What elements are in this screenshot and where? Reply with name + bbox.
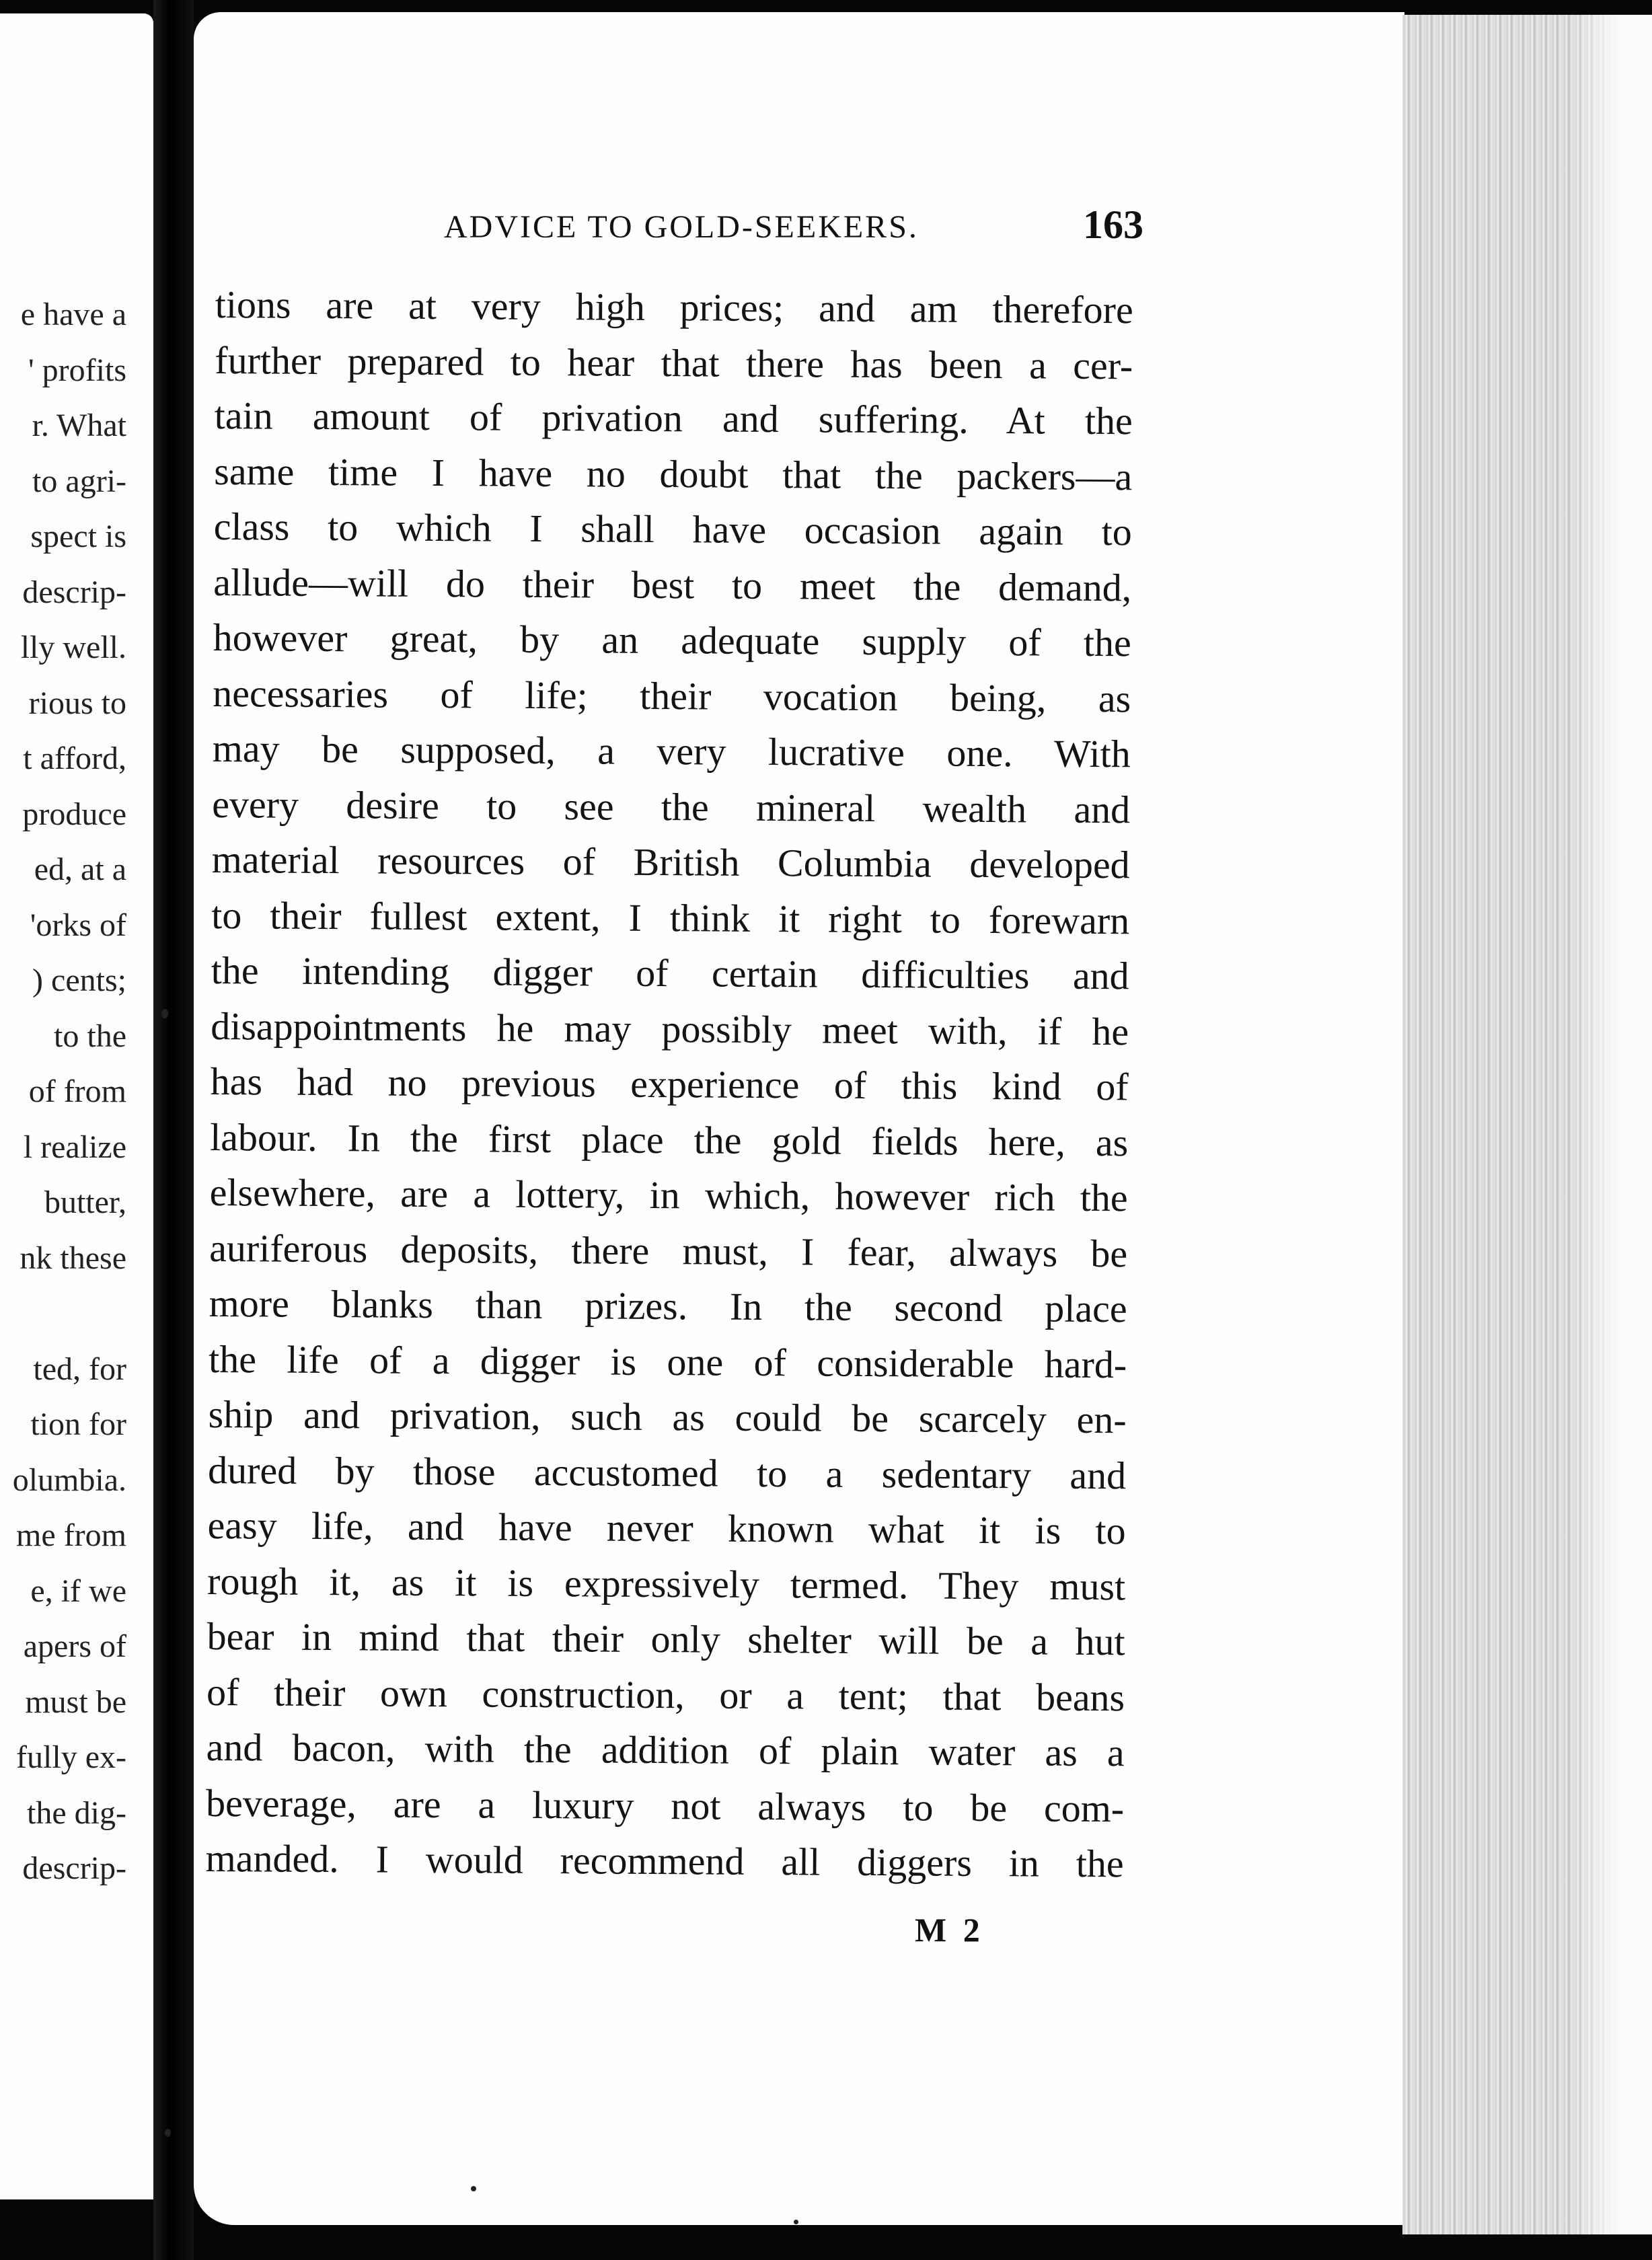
body-line: further prepared to hear that there has been a cer- (215, 338, 1133, 387)
facing-page-line: tion for (30, 1406, 126, 1442)
body-line: ship and privation, such as could be scarcely en- (208, 1392, 1127, 1442)
facing-page-line: 'orks of (30, 907, 126, 943)
facing-page-line: ed, at a (34, 852, 126, 887)
facing-page-line: t afford, (23, 741, 126, 776)
body-line: material resources of British Columbia developed (211, 837, 1130, 887)
facing-page-line: ) cents; (32, 963, 126, 998)
book-gutter (153, 0, 194, 2260)
body-line: tain amount of privation and suffering. At the (214, 393, 1133, 443)
facing-page-line: ted, for (33, 1351, 126, 1387)
body-line: the intending digger of certain difficulties and (211, 948, 1129, 998)
facing-page-line: l realize (23, 1129, 126, 1165)
body-line: same time I have no doubt that the packers—a (214, 449, 1133, 498)
page-number: 163 (1083, 202, 1143, 247)
facing-page-line: butter, (44, 1184, 126, 1220)
body-line: and bacon, with the addition of plain water as a (206, 1725, 1125, 1775)
facing-page-line: fully ex- (16, 1739, 126, 1775)
body-line: manded. I would recommend all diggers in the (205, 1836, 1124, 1886)
body-line: class to which I shall have occasion again to (213, 504, 1132, 554)
facing-page-line: descrip- (22, 574, 126, 610)
body-line: the life of a digger is one of considerable hard- (208, 1336, 1127, 1386)
body-line: dured by those accustomed to a sedentary and (207, 1447, 1127, 1497)
signature-mark: M 2 (915, 1911, 984, 1949)
facing-page-line: e have a (20, 297, 126, 332)
facing-page-line: lly well. (20, 630, 126, 665)
facing-page-line: descrip- (22, 1850, 126, 1886)
facing-page-line: spect is (30, 519, 126, 554)
body-line: more blanks than prizes. In the second place (209, 1281, 1127, 1331)
facing-page-line: r. What (32, 408, 126, 443)
body-line: auriferous deposits, there must, I fear, always be (209, 1226, 1128, 1275)
body-line: beverage, are a luxury not always to be com- (205, 1780, 1125, 1830)
facing-page-line: ' profits (28, 352, 126, 388)
facing-page-line: nk these (20, 1240, 126, 1276)
facing-page-line: must be (25, 1684, 126, 1720)
facing-page-line: olumbia. (12, 1462, 126, 1498)
body-line: however great, by an adequate supply of the (213, 615, 1131, 665)
facing-page-line: apers of (23, 1628, 126, 1664)
body-line: tions are at very high prices; and am therefore (215, 282, 1133, 332)
body-text (205, 277, 1133, 1892)
body-line: labour. In the first place the gold fields here, as (209, 1115, 1129, 1164)
facing-page-line: rious to (28, 685, 126, 721)
scan-speck (471, 2186, 476, 2191)
scan-speck (161, 1009, 168, 1018)
facing-page-line: produce (22, 796, 126, 832)
body-line: easy life, and have never known what it is to (207, 1503, 1126, 1553)
page-header (444, 202, 1143, 256)
running-head: ADVICE TO GOLD-SEEKERS. (444, 209, 919, 245)
body-line: necessaries of life; their vocation being, as (213, 671, 1131, 720)
body-line: allude—will do their best to meet the demand, (213, 560, 1132, 609)
facing-page-line: the dig- (27, 1795, 126, 1831)
facing-page-fragment (0, 13, 153, 2199)
facing-page-line: to agri- (32, 463, 126, 499)
body-line: has had no previous experience of this kind of (210, 1059, 1129, 1109)
body-line: every desire to see the mineral wealth and (212, 782, 1131, 831)
scan-speck (794, 2220, 798, 2224)
facing-page-line: me from (16, 1517, 126, 1553)
body-line: disappointments he may possibly meet with, if he (211, 1004, 1129, 1053)
facing-page-line: of from (28, 1074, 126, 1109)
page-edges (1402, 15, 1652, 2234)
facing-page-line: e, if we (30, 1573, 126, 1609)
body-line: bear in mind that their only shelter will be a hut (206, 1614, 1125, 1664)
body-line: to their fullest extent, I think it right to forewarn (211, 893, 1130, 942)
body-line: may be supposed, a very lucrative one. With (212, 726, 1131, 776)
body-line: rough it, as it is expressively termed. They must (206, 1558, 1126, 1608)
body-line: elsewhere, are a lottery, in which, however rich the (209, 1170, 1128, 1220)
body-line: of their own construction, or a tent; that beans (206, 1669, 1125, 1719)
facing-page-line: to the (54, 1018, 126, 1054)
scan-speck (165, 2129, 171, 2137)
